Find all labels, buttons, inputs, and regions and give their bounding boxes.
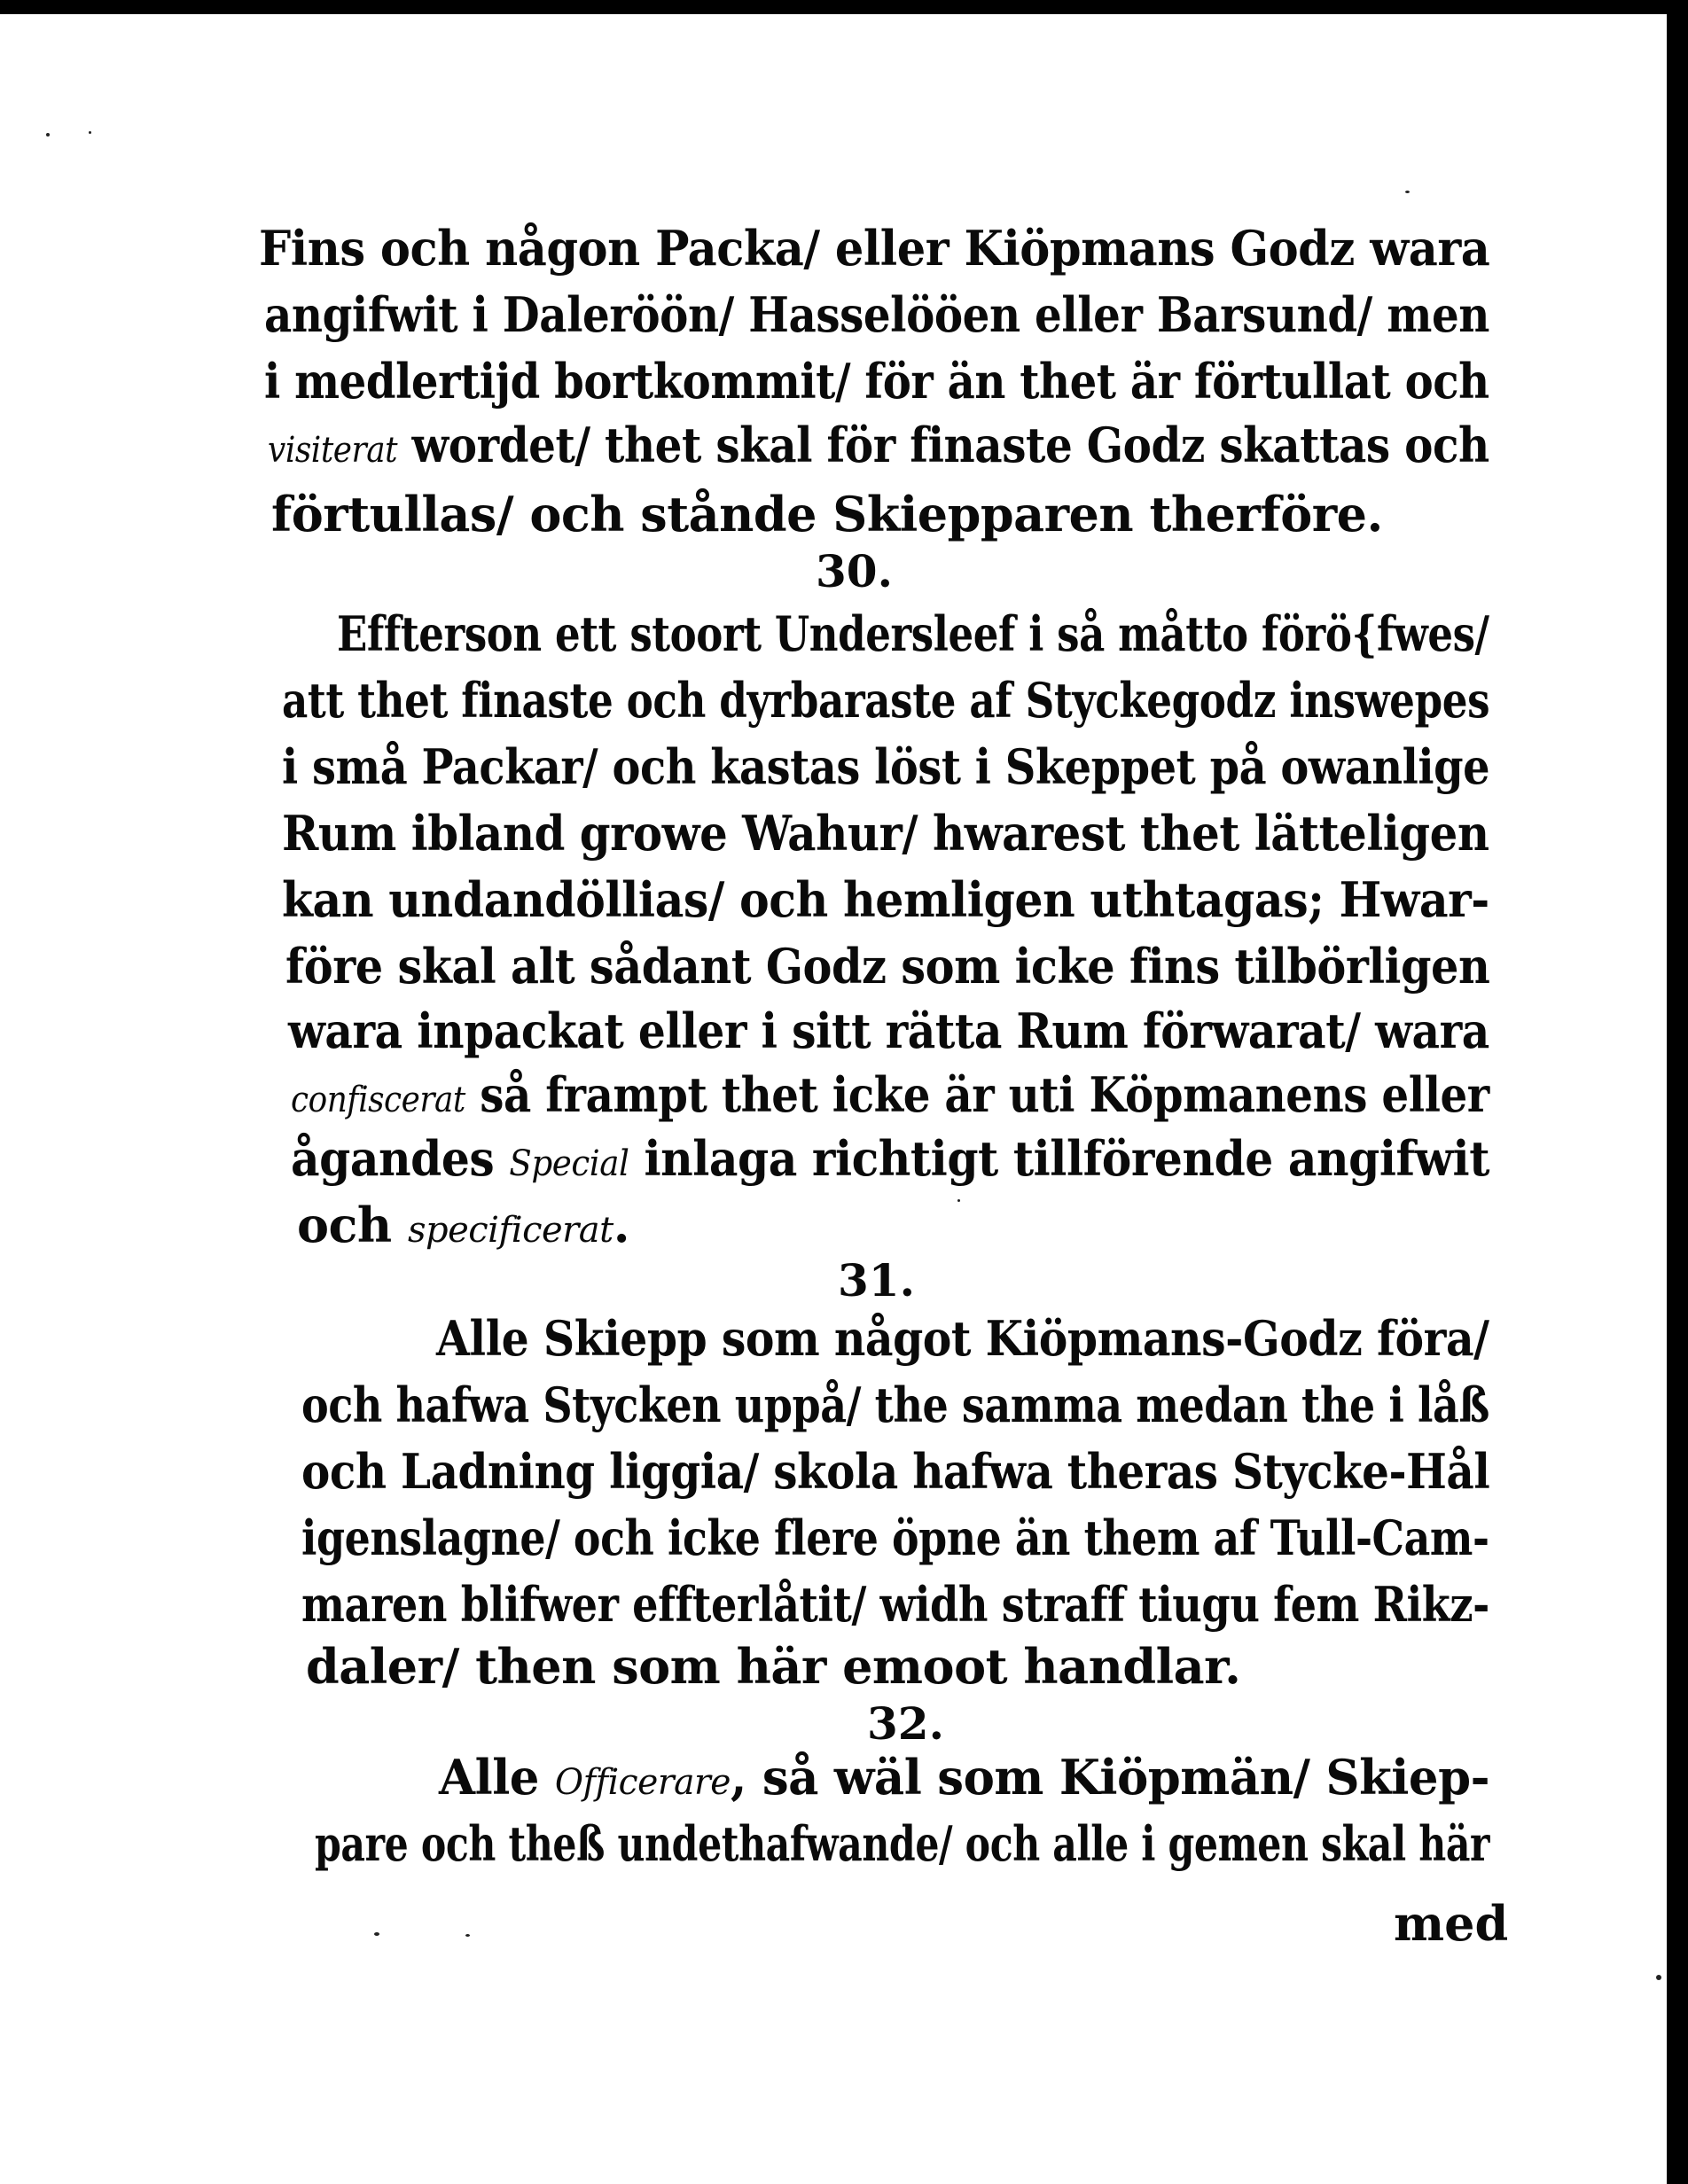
scan-speck [1656, 1975, 1661, 1980]
text-line: Effterson ett stoort Undersleef i så måtto förö{fwes/ [337, 605, 1489, 662]
scan-speck [957, 1199, 960, 1202]
scan-speck [374, 1932, 379, 1936]
scan-right-edge [1667, 0, 1688, 2184]
text-line: Rum ibland growe Wahur/ hwarest thet lätteligen [282, 805, 1489, 862]
text-line: maren blifwer effterlåtit/ widh straff tiugu fem Rikz- [301, 1576, 1489, 1633]
scan-speck [89, 131, 91, 134]
scan-speck [46, 133, 50, 136]
section-number: 30. [816, 545, 893, 597]
text-line: igenslagne/ och icke flere öpne än them af Tull-Cam- [301, 1509, 1489, 1566]
text-line: confiscerat så frampt thet icke är uti Köpmanens eller [291, 1066, 1489, 1123]
catchword: med [1394, 1895, 1509, 1952]
text-line: och hafwa Stycken uppå/ the samma medan the i låß [301, 1377, 1489, 1433]
text-line: pare och theß undethafwande/ och alle i gemen skal här [315, 1815, 1490, 1872]
text-line: förtullas/ och stånde Skiepparen therföre. [271, 486, 1383, 542]
text-line: Alle Skiepp som något Kiöpmans-Godz föra/ [436, 1310, 1489, 1367]
text-line: i små Packar/ och kastas löst i Skeppet på owanlige [282, 738, 1490, 795]
text-line: wara inpackat eller i sitt rätta Rum förwarat/ wara [288, 1002, 1489, 1059]
text-line: kan undandöllias/ och hemligen uthtagas; Hwar- [282, 871, 1489, 928]
text-line: före skal alt sådant Godz som icke fins tilbörligen [285, 938, 1490, 994]
scan-speck [1405, 191, 1410, 193]
text-line: angifwit i Daleröön/ Hasselööen eller Barsund/ men [264, 286, 1489, 343]
text-line: visiterat wordet/ thet skal för finaste Godz skattas och [268, 417, 1489, 473]
text-line: daler/ then som här emoot handlar. [306, 1638, 1241, 1695]
text-line: och specificerat. [297, 1197, 629, 1253]
text-line: att thet finaste och dyrbaraste af Styckegodz inswepes [282, 672, 1490, 729]
text-line: Fins och någon Packa/ eller Kiöpmans Godz wara [259, 220, 1490, 277]
text-line: och Ladning liggia/ skola hafwa theras Stycke-Hål [301, 1443, 1490, 1500]
text-line: i medlertijd bortkommit/ för än thet är förtullat och [264, 353, 1489, 410]
text-line: Alle Officerare, så wäl som Kiöpmän/ Skiep- [439, 1749, 1490, 1806]
section-number: 32. [867, 1697, 944, 1750]
text-line: ågandes Special inlaga richtigt tillförende angifwit [291, 1130, 1489, 1187]
section-number: 31. [838, 1254, 915, 1306]
scan-speck [465, 1934, 470, 1937]
